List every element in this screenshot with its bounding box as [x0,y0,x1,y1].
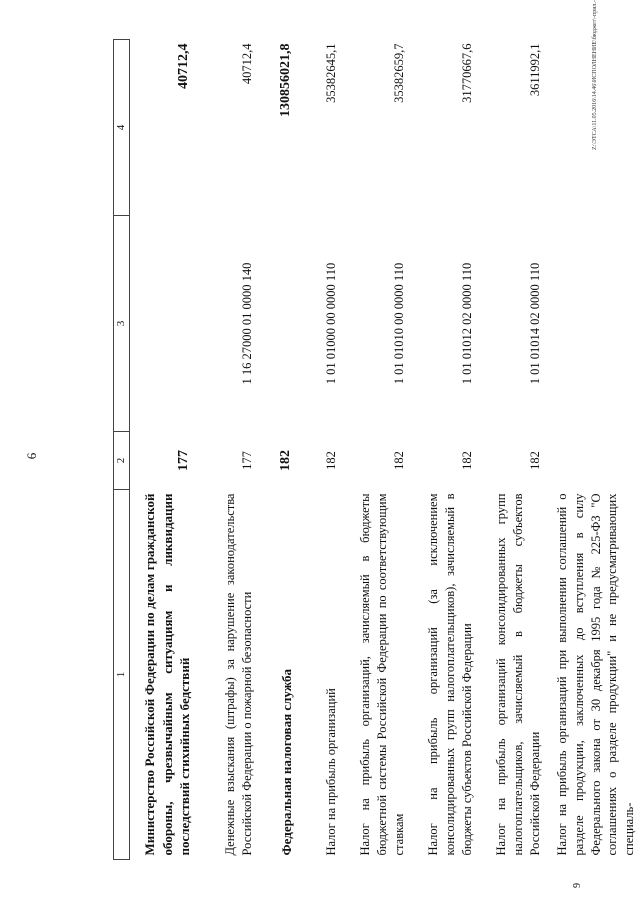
row-amount: 35382645,1 [323,43,338,103]
row-budget-code: 1 01 01000 00 0000 110 [323,262,338,385]
row-amount: 40712,4 [175,43,191,89]
table-row [129,40,200,860]
page-number: 6 [24,452,39,460]
row-name: Денежные взыскания (штрафы) за нарушение законодательства Российской Федерации о пожарной безопасности [223,493,254,856]
table-row [200,40,262,860]
row-budget-code: 1 01 01014 02 0000 110 [527,262,542,385]
row-name: Налог на прибыль организаций [323,688,338,856]
row-admin-code: 177 [239,451,254,470]
row-budget-code: 1 01 01012 02 0000 110 [459,262,474,385]
row-budget-code [129,216,200,432]
row-name: Налог на прибыль организаций (за исключением консолидированных групп налогоплательщиков), зачисляемый в бюджеты субъектов Российской Федерации [426,493,474,856]
header-col-1: 1 [114,490,130,860]
row-name: Налог на прибыль организаций, зачисляемый в бюджеты бюджетной системы Российской Федерации по соответствующим ставкам [358,493,406,856]
row-admin-code: 182 [459,451,474,470]
row-amount: 35382659,7 [391,43,406,103]
header-col-2: 2 [114,432,130,490]
table-row [414,40,482,860]
row-budget-code [262,216,302,432]
row-admin-code [550,432,640,490]
row-name: Налог на прибыль организаций консолидированных групп налогоплательщиков, зачисляемый в бюджеты субъектов Российской Федерации [494,493,542,856]
footer-file-path: Z:\ЭТСА\11.05.2016\14.46\ИСПОЛНЕНИЕ\бюджет\-прил.- [592,0,598,150]
row-name: Министерство Российской Федерации по делам гражданской обороны, чрезвычайным ситуациям и ликвидации последствий стихийных бедствий [142,493,193,856]
row-amount: 130856021,8 [277,43,293,117]
table-header-row [114,40,130,860]
row-amount: 3611992,1 [527,43,542,97]
row-name: Федеральная налоговая служба [279,668,295,856]
row-admin-code: 177 [175,450,191,471]
table-row [262,40,302,860]
row-budget-code: 1 01 01010 00 0000 110 [391,262,406,385]
row-name: Налог на прибыль организаций при выполнении соглашений о разделе продукции, заключенных до вступления в силу Федерального закона от 30 декабря 1995 года № 225-ФЗ "О соглашениях о разделе продукции" и не предусматривающих специаль- [554,493,637,856]
table-row [302,40,346,860]
header-col-4: 4 [114,40,130,216]
table-row [346,40,414,860]
table-row [482,40,550,860]
row-admin-code: 182 [391,451,406,470]
footer-page-number: 9 [572,883,583,888]
table-row [550,40,640,860]
row-amount: 40712,4 [239,43,254,85]
row-budget-code: 1 16 27000 01 0000 140 [239,262,254,385]
row-amount [550,40,640,216]
row-admin-code: 182 [527,451,542,470]
row-admin-code: 182 [277,450,293,471]
row-budget-code [550,216,640,432]
row-admin-code: 182 [323,451,338,470]
header-col-3: 3 [114,216,130,432]
row-amount: 31770667,6 [459,43,474,103]
revenue-table [113,39,640,860]
